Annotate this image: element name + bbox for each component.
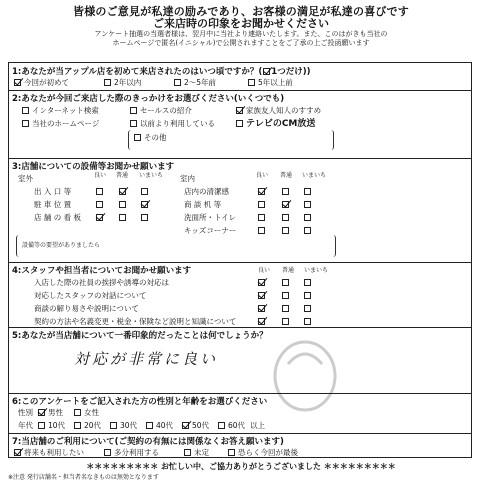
q4-item-2: 対応したスタッフの対話について [34, 291, 147, 300]
q3-in-scale-good: 良い [256, 172, 269, 179]
q2-previous: 以前より利用している [140, 119, 215, 128]
q6-male: 男性 [48, 408, 63, 417]
q4-item-3: 商談の解り易さや説明について [34, 304, 139, 313]
q1-option-2-5y: 2～5年前 [184, 78, 217, 87]
q6-age-50-checkbox[interactable] [182, 422, 189, 429]
q3-out-scale-normal: 普通 [116, 172, 129, 179]
q4-title: 4:スタッフや担当者についてお聞かせ願います [12, 266, 192, 276]
q1-option-2y: 2年以内 [114, 78, 142, 87]
q7-maybe-checkbox[interactable] [104, 449, 111, 456]
q6-female-checkbox[interactable] [74, 409, 81, 416]
q4-4-normal[interactable] [282, 318, 289, 325]
q3-in-2-normal[interactable] [282, 201, 289, 208]
survey-header [8, 6, 474, 47]
q7-section [8, 433, 472, 434]
q4-3-good[interactable] [258, 305, 265, 312]
footer-thanks: ＊＊＊＊＊＊＊＊＊ お忙しい中、ご協力ありがとうございました ＊＊＊＊＊＊＊＊＊ [86, 462, 396, 471]
q3-comment-label: 設備等の要望がありましたら [22, 242, 101, 249]
q3-in-scale-poor: いまいち [302, 172, 327, 179]
q3-in-1-good[interactable] [258, 188, 265, 195]
q4-1-poor[interactable] [304, 279, 311, 286]
q1-section [8, 62, 472, 63]
q5-section [8, 327, 472, 328]
q3-out-item-1: 出 入 口 等 [34, 187, 72, 196]
q3-out-1-good[interactable] [96, 188, 103, 195]
q6-gender-label: 性別 [18, 408, 33, 417]
q4-scale-poor: いまいち [304, 267, 329, 274]
q7-maybe: 多分利用する [114, 448, 159, 457]
q6-age-40: 40代 [156, 421, 174, 430]
q3-out-item-2: 駐 車 位 置 [34, 200, 72, 209]
q3-out-3-normal[interactable] [119, 214, 126, 221]
q3-out-2-good[interactable] [96, 201, 103, 208]
q4-2-poor[interactable] [304, 292, 311, 299]
header-line1: 皆様のご意見が私達の励みであり、お客様の満足が私達の喜びです [73, 5, 409, 18]
q6-age-10-checkbox[interactable] [38, 422, 45, 429]
q6-age-suffix: 以上 [250, 421, 265, 430]
q6-age-20: 20代 [84, 421, 102, 430]
q3-in-1-poor[interactable] [304, 188, 311, 195]
q2-internet-checkbox[interactable] [22, 107, 29, 114]
q4-2-normal[interactable] [282, 292, 289, 299]
q2-internet: インターネット検索 [32, 106, 99, 115]
q2-sales-checkbox[interactable] [130, 107, 137, 114]
q3-out-1-poor[interactable] [141, 188, 148, 195]
q7-title: 7:当店舗のご利用について(ご契約の有無には関係なくお答え願います) [12, 437, 284, 447]
q7-last: 恐らく今回が最後 [238, 448, 298, 457]
q2-family: 家族友人知人のすすめ [246, 106, 322, 115]
q6-age-30: 30代 [120, 421, 138, 430]
q4-4-poor[interactable] [304, 318, 311, 325]
q6-section [8, 393, 472, 394]
q2-other: その他 [144, 133, 167, 142]
q6-female: 女性 [84, 408, 99, 417]
q3-in-4-normal[interactable] [282, 227, 289, 234]
q4-3-poor[interactable] [304, 305, 311, 312]
q2-previous-checkbox[interactable] [130, 120, 137, 127]
q7-undecided-checkbox[interactable] [184, 449, 191, 456]
q4-2-good[interactable] [258, 292, 265, 299]
q1-title: 1:あなたが当アップル店を初めて来店されたのはいつ頃ですか？( 1つだけ)) [12, 67, 311, 77]
q2-tvcm: テレビのCM放送 [246, 119, 316, 129]
q6-age-20-checkbox[interactable] [74, 422, 81, 429]
q1-option-2-5y-checkbox[interactable] [174, 79, 181, 86]
q4-section [8, 262, 472, 263]
q3-in-2-good[interactable] [258, 201, 265, 208]
q6-age-40-checkbox[interactable] [146, 422, 153, 429]
q6-age-label: 年代 [18, 421, 33, 430]
q3-out-1-normal[interactable] [119, 188, 126, 195]
q6-title: 6:このアンケートをご記入された方の性別と年齢をお選びください [12, 397, 268, 407]
q3-in-3-poor[interactable] [304, 214, 311, 221]
q3-in-1-normal[interactable] [282, 188, 289, 195]
watermark-icon [270, 334, 340, 414]
q2-tvcm-checkbox[interactable] [236, 120, 243, 127]
q5-handwritten-answer[interactable]: 対応が非常に良い [74, 350, 219, 368]
header-note2: ホームページで匿名(イニシャル)で公開されますことをご了承の上ご投函願います [112, 39, 370, 48]
q6-age-10: 10代 [48, 421, 66, 430]
q3-section [8, 158, 472, 159]
q6-male-checkbox[interactable] [38, 409, 45, 416]
q3-out-2-poor[interactable] [141, 201, 148, 208]
q1-option-5y: 5年以上前 [258, 78, 293, 87]
q6-age-60: 60代 [228, 421, 246, 430]
q7-last-checkbox[interactable] [228, 449, 235, 456]
q3-in-4-good[interactable] [258, 227, 265, 234]
q2-other-checkbox[interactable] [134, 134, 141, 141]
q3-in-item-1: 店内の清潔感 [184, 187, 229, 196]
q4-scale-normal: 普通 [282, 267, 295, 274]
q5-title: 5:あなたが当店舗について一番印象的だったことは何でしょうか？ [12, 331, 268, 341]
q3-in-2-poor[interactable] [304, 201, 311, 208]
q3-in-item-3: 洗面所・トイレ [184, 213, 237, 222]
q6-age-30-checkbox[interactable] [110, 422, 117, 429]
q1-option-5y-checkbox[interactable] [248, 79, 255, 86]
q2-title: 2:あなたが今回ご来店した際のきっかけをお選びください(いくつでも) [12, 94, 285, 104]
q3-out-item-3: 店 舗 の 看 板 [34, 213, 82, 222]
q3-in-scale-normal: 普通 [280, 172, 293, 179]
q7-future: 将来も利用したい [24, 448, 84, 457]
q1-option-first: 今回が初めて [24, 78, 69, 87]
q2-sales: セールスの紹介 [140, 106, 192, 115]
q3-in-item-2: 商 談 机 等 [184, 200, 222, 209]
q4-3-normal[interactable] [282, 305, 289, 312]
footer-note: ※注意 発行店舗名・担当者名なきものは無効となります [8, 474, 159, 481]
q1-title-check-icon [263, 68, 270, 75]
survey-card [8, 5, 474, 481]
q3-in-3-normal[interactable] [282, 214, 289, 221]
header-note1: アンケート抽選の当選者様は、翌月中に当社より連絡いたします。また、このはがきも当社の [94, 30, 388, 39]
q7-future-checkbox[interactable] [14, 449, 21, 456]
q2-section [8, 90, 472, 91]
q1-option-first-checkbox[interactable] [14, 79, 21, 86]
q4-1-good[interactable] [258, 279, 265, 286]
q3-out-scale-good: 良い [94, 172, 107, 179]
q3-in-4-poor[interactable] [304, 227, 311, 234]
q4-item-1: 入店した際の社員の挨拶や誘導の対応は [34, 278, 169, 287]
q4-item-4: 契約の方法や名義変更・税金・保険など説明と知識について [34, 317, 237, 326]
q3-out-3-good[interactable] [96, 214, 103, 221]
q3-in-3-good[interactable] [258, 214, 265, 221]
q7-undecided: 未定 [194, 448, 209, 457]
q3-out-3-poor[interactable] [141, 214, 148, 221]
q2-homepage: 当社のホームページ [32, 119, 100, 128]
q4-4-good[interactable] [258, 318, 265, 325]
q2-homepage-checkbox[interactable] [22, 120, 29, 127]
q4-scale-good: 良い [258, 267, 271, 274]
q2-family-checkbox[interactable] [236, 107, 243, 114]
q3-out-2-normal[interactable] [119, 201, 126, 208]
q3-out-scale-poor: いまいち [139, 172, 164, 179]
q6-age-60-checkbox[interactable] [218, 422, 225, 429]
q3-outdoor-label: 室外 [18, 174, 33, 183]
q4-1-normal[interactable] [282, 279, 289, 286]
q3-title: 3:店舗についての設備等お聞かせ願います [12, 162, 175, 172]
q3-in-item-4: キッズコーナー [184, 226, 237, 235]
q1-option-2y-checkbox[interactable] [104, 79, 111, 86]
header-line2: ご来店時の印象をお聞かせください [153, 16, 329, 30]
q6-age-50: 50代 [192, 421, 210, 430]
q3-indoor-label: 室内 [180, 174, 195, 183]
